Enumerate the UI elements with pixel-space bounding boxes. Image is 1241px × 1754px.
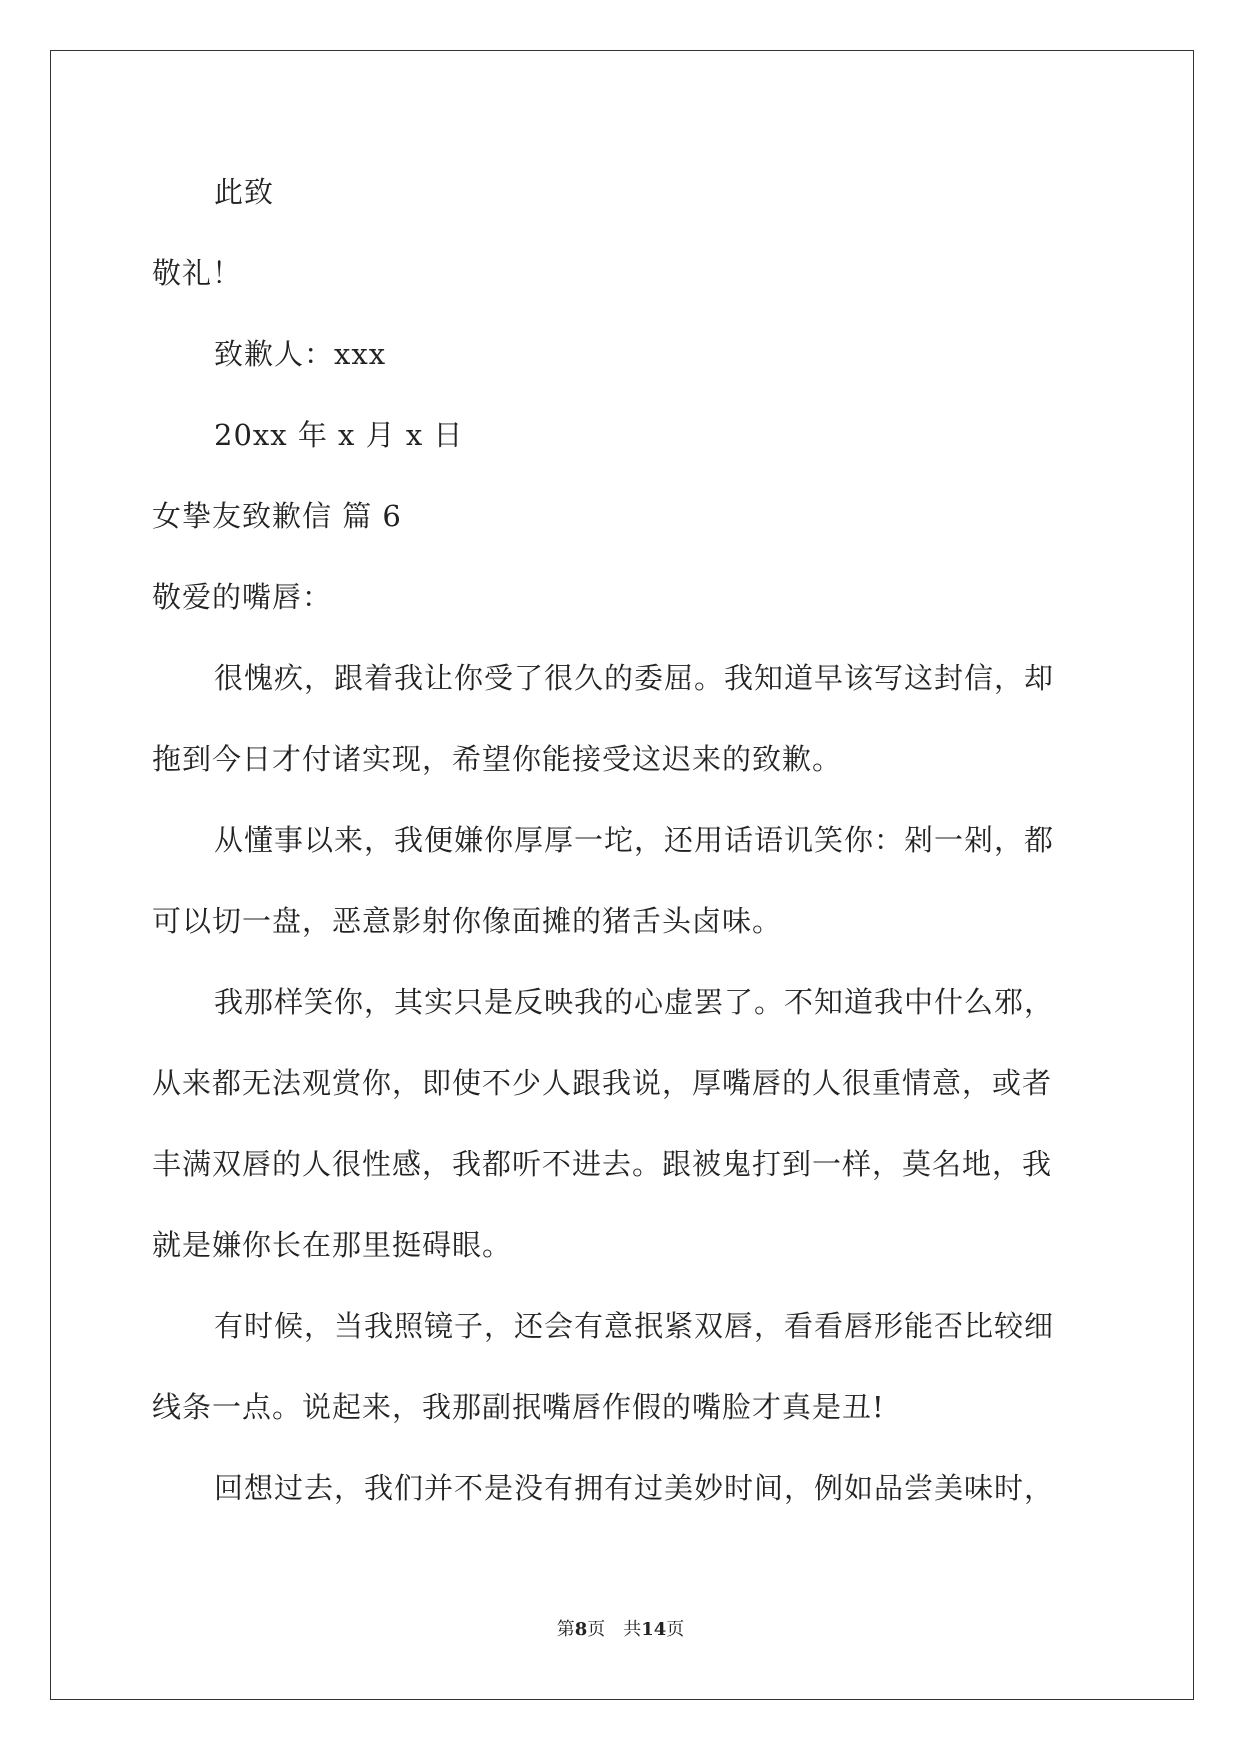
paragraph-line: 就是嫌你长在那里挺碍眼。 [152, 1228, 513, 1262]
page-prefix: 第 [556, 1619, 575, 1640]
paragraph-line: 从来都无法观赏你，即使不少人跟我说，厚嘴唇的人很重情意，或者 [152, 1066, 1053, 1100]
section-heading: 女挚友致歉信 篇 6 [152, 499, 402, 533]
date-line: 20xx 年 x 月 x 日 [214, 418, 464, 452]
closing-salutation: 敬礼！ [152, 256, 243, 290]
current-page-number: 8 [574, 1619, 588, 1640]
paragraph-line: 从懂事以来，我便嫌你厚厚一坨，还用话语讥笑你：剁一剁，都 [214, 823, 1055, 857]
page-border [50, 50, 1194, 1700]
paragraph-line: 拖到今日才付诸实现，希望你能接受这迟来的致歉。 [152, 742, 843, 776]
paragraph-line: 很愧疚，跟着我让你受了很久的委屈。我知道早该写这封信，却 [214, 661, 1055, 695]
paragraph-line: 有时候，当我照镜子，还会有意抿紧双唇，看看唇形能否比较细 [214, 1309, 1055, 1343]
paragraph-line: 可以切一盘，恶意影射你像面摊的猪舌头卤味。 [152, 904, 783, 938]
paragraph-line: 线条一点。说起来，我那副抿嘴唇作假的嘴脸才真是丑! [152, 1390, 885, 1424]
closing-phrase: 此致 [214, 175, 275, 209]
paragraph-line: 我那样笑你，其实只是反映我的心虚罢了。不知道我中什么邪， [214, 985, 1055, 1019]
letter-greeting: 敬爱的嘴唇： [152, 580, 333, 614]
page-suffix: 页 [666, 1619, 685, 1640]
paragraph-line: 回想过去，我们并不是没有拥有过美妙时间，例如品尝美味时， [214, 1471, 1055, 1505]
signature-line: 致歉人：xxx [214, 337, 387, 371]
total-page-number: 14 [641, 1619, 667, 1640]
page-mid: 页 共 [587, 1619, 642, 1640]
paragraph-line: 丰满双唇的人很性感，我都听不进去。跟被鬼打到一样，莫名地，我 [152, 1147, 1053, 1181]
page-number-footer [0, 1618, 1241, 1642]
